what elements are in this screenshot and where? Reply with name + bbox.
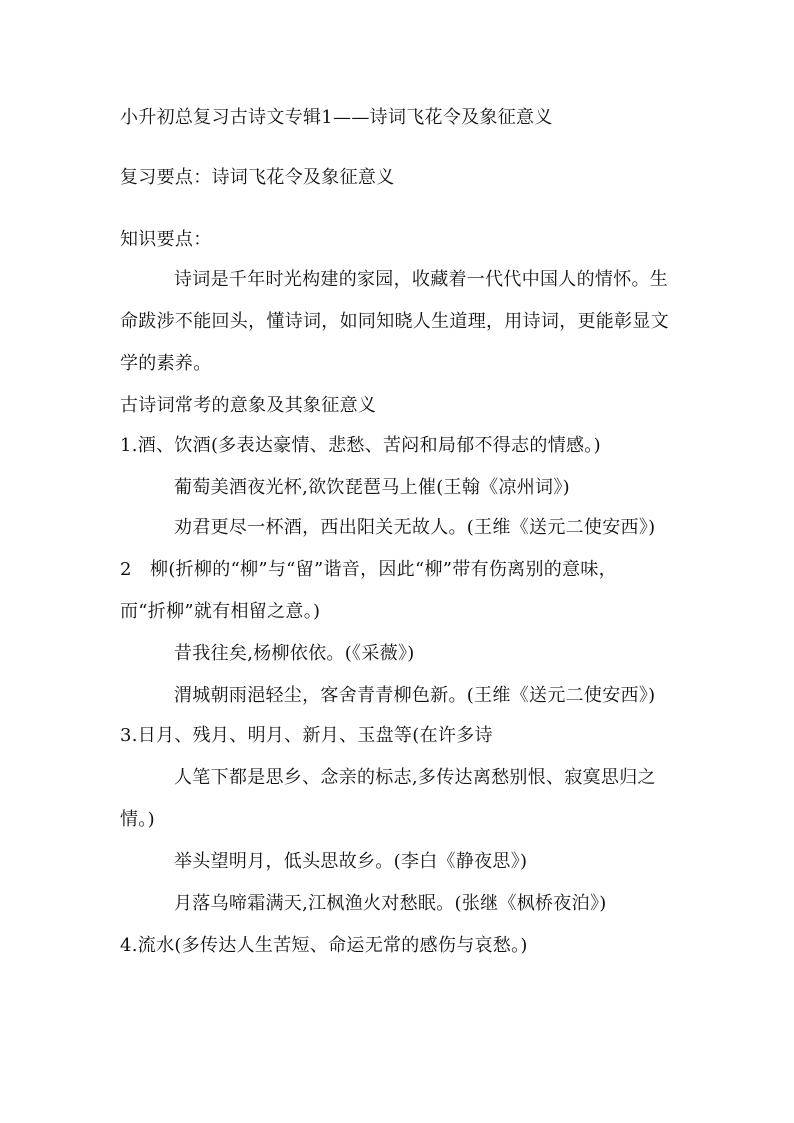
- review-points: 复习要点：诗词飞花令及象征意义: [120, 167, 395, 188]
- item-heading: 4.流水(多传达人生苦短、命运无常的感伤与哀愁。): [120, 935, 528, 956]
- intro-line: 诗词是千年时光构建的家园，收藏着一代代中国人的情怀。生: [174, 269, 669, 290]
- intro-line: 命跋涉不能回头，懂诗词，如同知晓人生道理，用诗词，更能彰显文: [120, 311, 669, 332]
- document-title: 小升初总复习古诗文专辑1——诗词飞花令及象征意义: [120, 107, 553, 128]
- poem-example: 葡萄美酒夜光杯,欲饮琵琶马上催(王翰《凉州词》): [174, 477, 570, 498]
- item-heading: 3.日月、残月、明月、新月、玉盘等(在许多诗: [120, 725, 493, 746]
- item-heading: 2 柳(折柳的“柳”与“留”谐音，因此“柳”带有伤离别的意味，: [120, 559, 617, 580]
- intro-line: 学的素养。: [120, 353, 212, 374]
- item-heading: 1.酒、饮酒(多表达豪情、悲愁、苦闷和局郁不得志的情感。): [120, 435, 601, 456]
- poem-example: 劝君更尽一杯酒，西出阳关无故人。(王维《送元二使安西》): [174, 517, 656, 538]
- poem-example: 渭城朝雨浥轻尘，客舍青青柳色新。(王维《送元二使安西》): [174, 685, 656, 706]
- poem-example: 昔我往矣,杨柳依依。(《采薇》): [174, 643, 415, 664]
- knowledge-points-label: 知识要点：: [120, 229, 212, 250]
- section-heading: 古诗词常考的意象及其象征意义: [120, 395, 377, 416]
- item-continuation: 人笔下都是思乡、念亲的标志,多传达离愁别恨、寂寞思归之: [174, 767, 656, 788]
- poem-example: 月落乌啼霜满天,江枫渔火对愁眠。(张继《枫桥夜泊》): [174, 893, 607, 914]
- item-continuation: 情。): [120, 809, 155, 830]
- poem-example: 举头望明月，低头思故乡。(李白《静夜思》): [174, 851, 528, 872]
- item-heading: 而“折柳”就有相留之意。): [120, 601, 321, 622]
